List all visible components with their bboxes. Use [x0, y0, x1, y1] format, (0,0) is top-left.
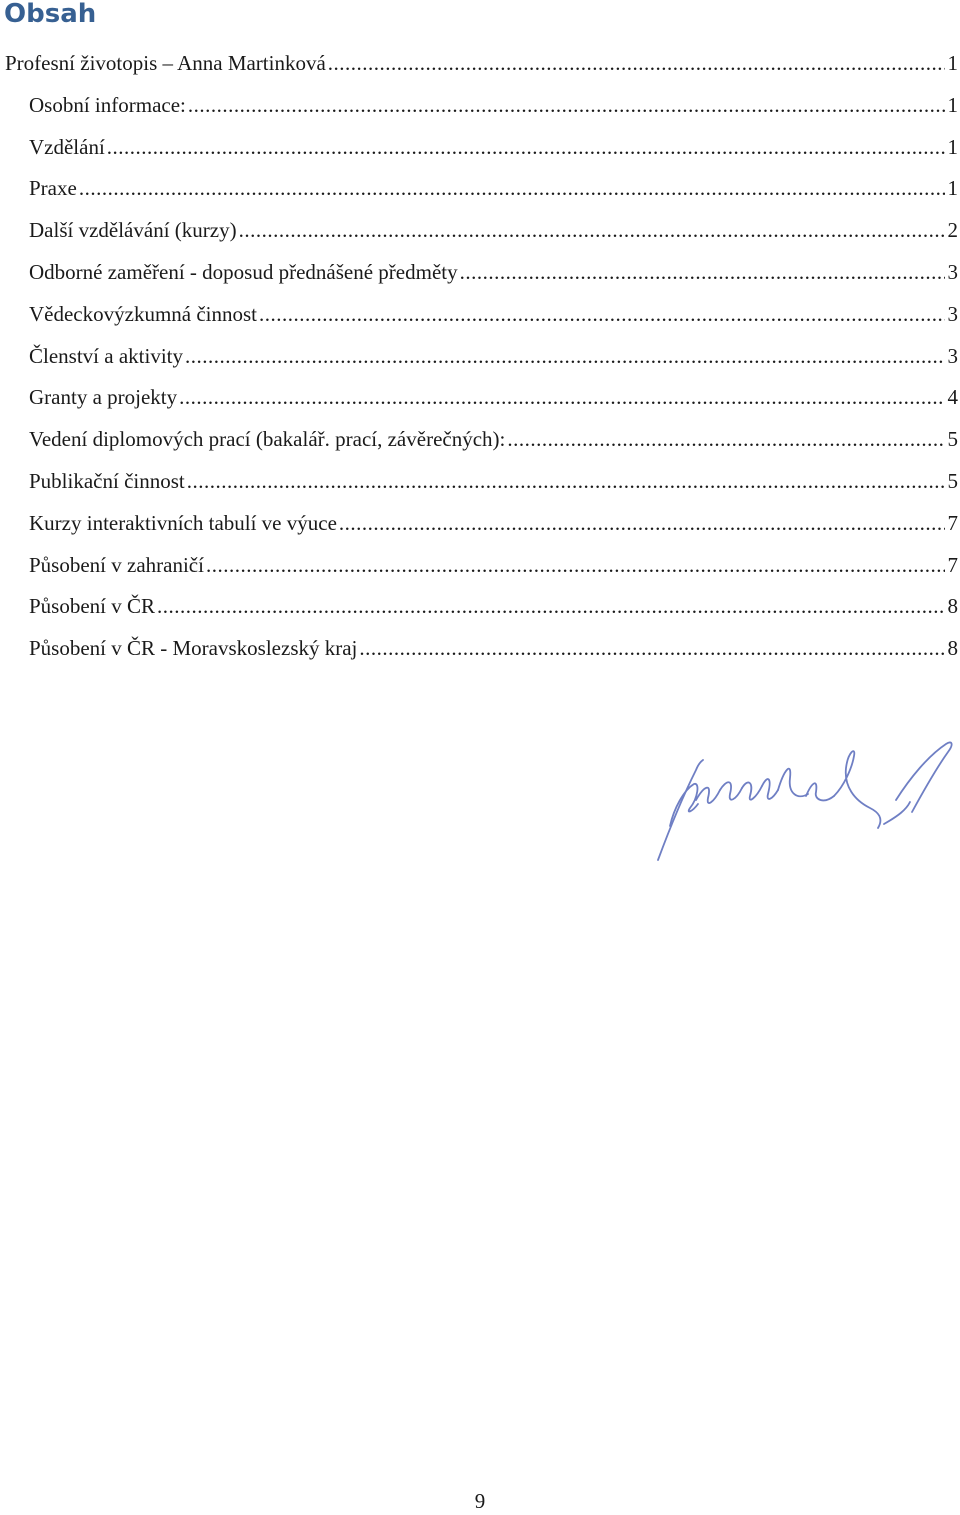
- toc-entry-page: 8: [947, 594, 958, 619]
- toc-dot-leader: [328, 43, 945, 85]
- toc-dot-leader: [460, 252, 945, 294]
- toc-entry-label: Odborné zaměření - doposud přednášené předměty: [29, 259, 458, 284]
- toc-entry-page: 1: [947, 176, 958, 201]
- toc-entry[interactable]: [0, 419, 960, 461]
- toc-entry[interactable]: [0, 43, 960, 85]
- toc-entry-label: Další vzdělávání (kurzy): [29, 218, 237, 243]
- handwritten-signature: [648, 738, 960, 868]
- toc-dot-leader: [79, 168, 945, 210]
- toc-entry-page: 7: [947, 510, 958, 535]
- toc-entry[interactable]: [0, 336, 960, 378]
- toc-entry-page: 8: [947, 636, 958, 661]
- toc-dot-leader: [185, 336, 945, 378]
- toc-entry[interactable]: [0, 377, 960, 419]
- toc-dot-leader: [107, 127, 945, 169]
- toc-entry-page: 3: [947, 343, 958, 368]
- page-number: 9: [474, 1489, 486, 1513]
- toc-entry-page: 1: [947, 51, 958, 75]
- toc-entry[interactable]: [0, 127, 960, 169]
- toc-entry-label: Osobní informace:: [29, 92, 186, 117]
- toc-dot-leader: [157, 586, 944, 628]
- toc-entry-page: 4: [947, 385, 958, 410]
- toc-entry-label: Profesní životopis – Anna Martinková: [5, 51, 326, 75]
- toc-entry-page: 5: [947, 468, 958, 493]
- toc-entry-label: Publikační činnost: [29, 468, 185, 493]
- toc-entry-label: Vedení diplomových prací (bakalář. prací, závěrečných):: [29, 427, 506, 452]
- toc-entry-label: Působení v zahraničí: [29, 552, 204, 577]
- toc-entry[interactable]: [0, 252, 960, 294]
- toc-entry[interactable]: [0, 461, 960, 503]
- toc-dot-leader: [359, 628, 944, 670]
- toc-entry[interactable]: [0, 586, 960, 628]
- toc-entry-label: Působení v ČR - Moravskoslezský kraj: [29, 636, 358, 661]
- toc-dot-leader: [187, 461, 945, 503]
- toc-heading: Obsah: [4, 0, 97, 29]
- toc-entry-label: Vědeckovýzkumná činnost: [29, 301, 258, 326]
- table-of-contents: [0, 43, 960, 670]
- toc-dot-leader: [259, 294, 944, 336]
- toc-entry-page: 3: [947, 259, 958, 284]
- toc-entry[interactable]: [0, 503, 960, 545]
- toc-dot-leader: [206, 545, 945, 587]
- toc-entry-page: 5: [947, 427, 958, 452]
- toc-entry-label: Granty a projekty: [29, 385, 178, 410]
- toc-dot-leader: [239, 210, 945, 252]
- toc-entry-label: Působení v ČR: [29, 594, 156, 619]
- toc-entry-page: 1: [947, 134, 958, 159]
- toc-entry[interactable]: [0, 168, 960, 210]
- toc-dot-leader: [507, 419, 944, 461]
- toc-dot-leader: [339, 503, 945, 545]
- toc-entry-label: Členství a aktivity: [29, 343, 183, 368]
- toc-entry[interactable]: [0, 210, 960, 252]
- toc-dot-leader: [188, 85, 945, 127]
- toc-entry[interactable]: [0, 545, 960, 587]
- toc-entry[interactable]: [0, 628, 960, 670]
- toc-dot-leader: [179, 377, 944, 419]
- toc-entry-page: 2: [947, 218, 958, 243]
- toc-entry-label: Vzdělání: [29, 134, 105, 159]
- toc-entry[interactable]: [0, 85, 960, 127]
- toc-entry-label: Praxe: [29, 176, 77, 201]
- toc-entry-page: 7: [947, 552, 958, 577]
- toc-entry-page: 1: [947, 92, 958, 117]
- toc-entry-page: 3: [947, 301, 958, 326]
- toc-entry[interactable]: [0, 294, 960, 336]
- toc-entry-label: Kurzy interaktivních tabulí ve výuce: [29, 510, 337, 535]
